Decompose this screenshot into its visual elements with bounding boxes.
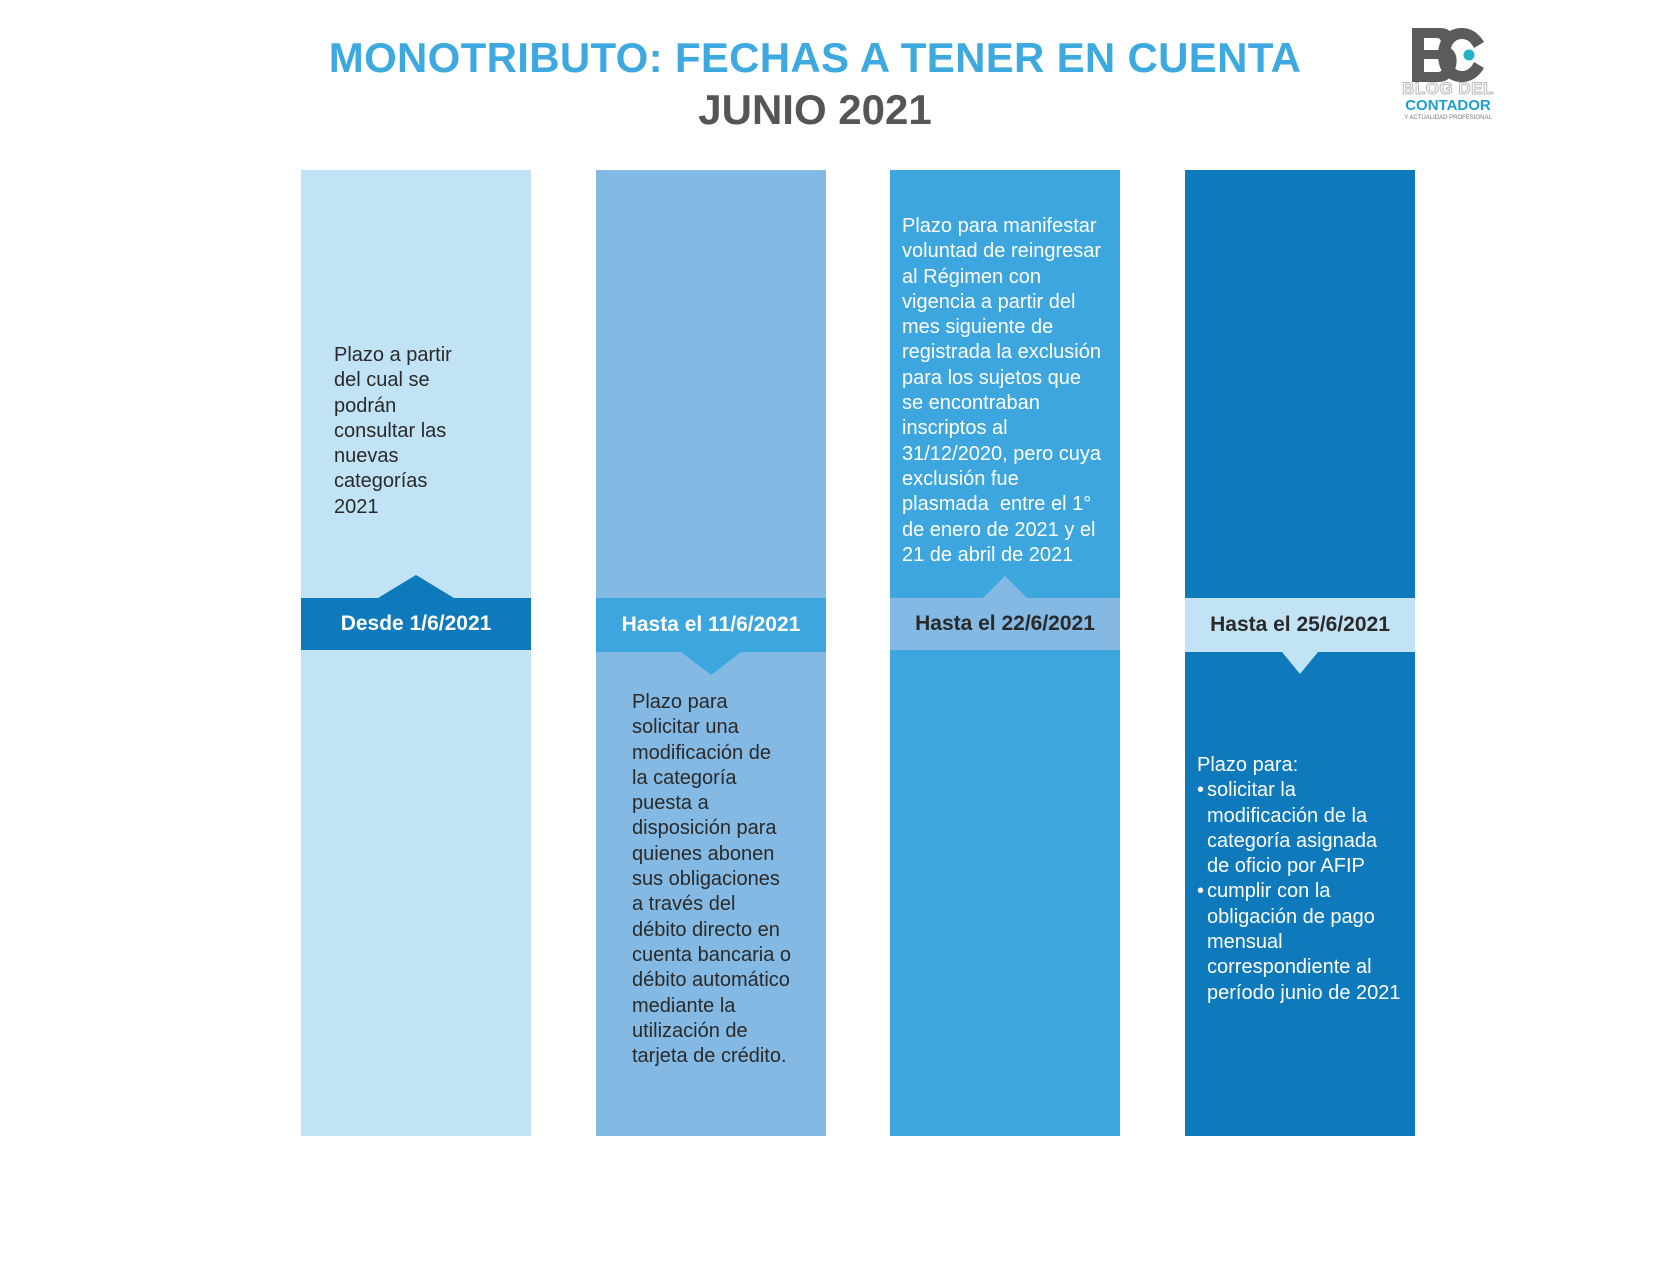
column-1-date: Desde 1/6/2021 (340, 612, 492, 635)
logo-text-contador: CONTADOR (1405, 97, 1491, 114)
list-item: • solicitar la modificación de la categoría asignada de oficio por AFIP (1207, 778, 1415, 879)
logo-tagline: Y ACTUALIDAD PROFESIONAL (1404, 115, 1492, 121)
up-arrow-icon (378, 575, 454, 598)
column-3-date-band (890, 598, 1120, 650)
column-4-intro: Plazo para: (1197, 754, 1299, 776)
timeline-column-2 (596, 170, 826, 1136)
column-4-bullet-list (1197, 778, 1415, 1006)
timeline-column-4 (1185, 170, 1415, 1136)
column-3-date: Hasta el 22/6/2021 (915, 612, 1095, 635)
column-1-description: Plazo a partir del cual se podrán consultar las nuevas categorías 2021 (334, 344, 452, 518)
column-2-description: Plazo para solicitar una modificación de la categoría puesta a disposición para quienes abonen sus obligaciones a través del débito directo en cuenta bancaria o débito automático mediante la utilización de tarjeta de crédito. (632, 691, 792, 1068)
timeline-column-1 (301, 170, 531, 1136)
column-2-date: Hasta el 11/6/2021 (621, 613, 801, 636)
down-arrow-icon (1282, 652, 1318, 674)
column-3-description: Plazo para manifestar voluntad de reingresar al Régimen con vigencia a partir del mes siguiente de registrada la exclusión para los sujetos que se encontraban inscriptos al 31/12/2020, pero cuya exclusión fue plasmada entre el 1° de enero de 2021 y el 21 de abril de 2021 (902, 215, 1102, 566)
column-4-date-band (1185, 598, 1415, 652)
column-4-date: Hasta el 25/6/2021 (1210, 613, 1390, 636)
column-1-date-band (301, 598, 531, 650)
logo-text-blog: BLOG DEL (1402, 79, 1494, 98)
up-arrow-icon (983, 576, 1027, 598)
column-4-description (1197, 753, 1415, 1006)
timeline-column-3 (890, 170, 1120, 1136)
down-arrow-icon (681, 652, 741, 675)
blog-del-contador-logo (1398, 26, 1498, 126)
page-title: MONOTRIBUTO: FECHAS A TENER EN CUENTA (328, 34, 1302, 81)
page-subtitle: JUNIO 2021 (698, 86, 932, 133)
column-2-date-band (596, 598, 826, 652)
list-item: • cumplir con la obligación de pago mensual correspondiente al período junio de 2021 (1207, 879, 1415, 1005)
bc-logo-icon (1410, 26, 1486, 84)
